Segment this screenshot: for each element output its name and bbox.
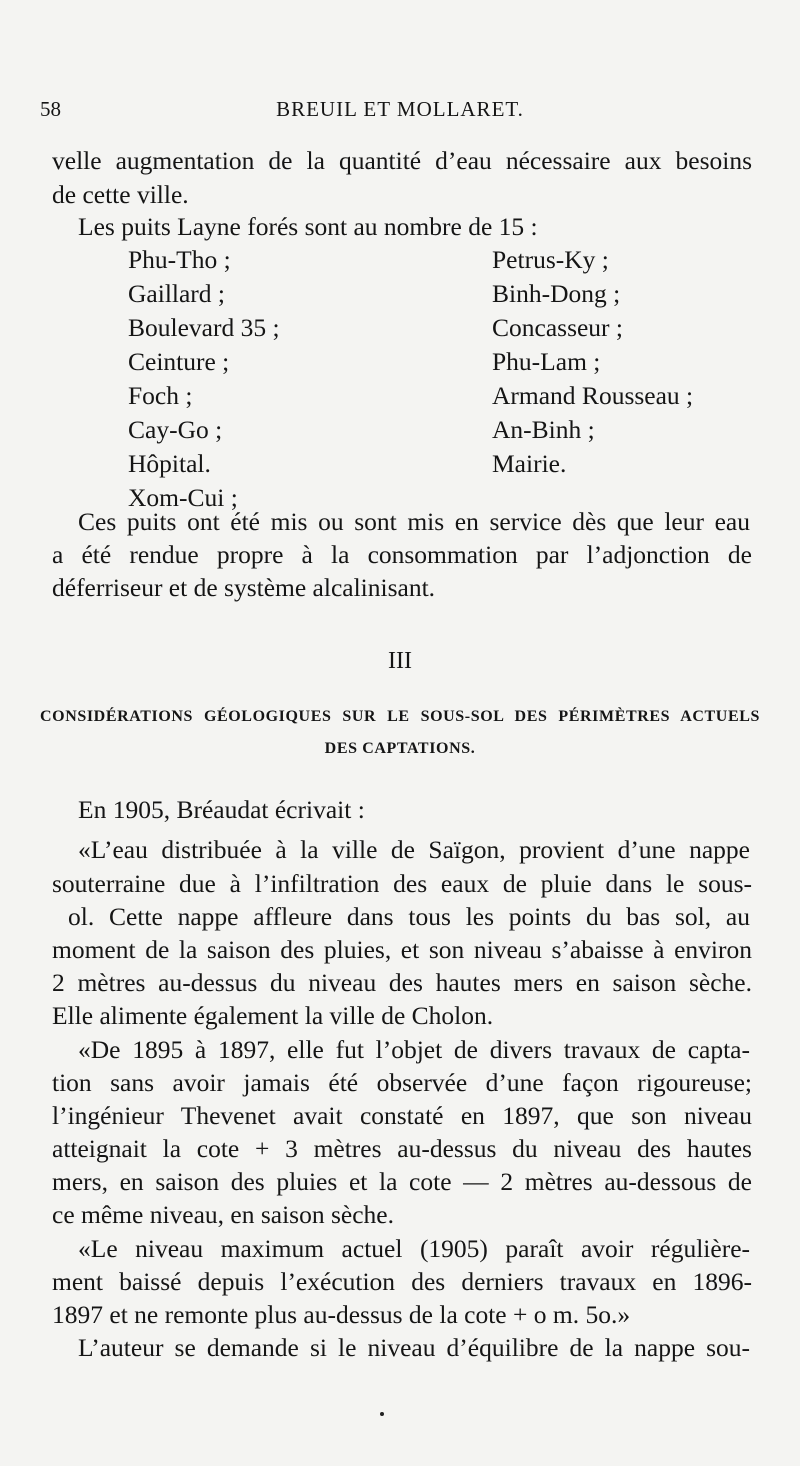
body-line: atteignait la cote + 3 mètres au-dessus du niveau des hautes [52, 1134, 752, 1163]
intro-line: velle augmentation de la quantité d’eau nécessaire aux besoins [52, 146, 752, 175]
body-line: ce même niveau, en saison sèche. [52, 1200, 394, 1229]
body-line: Elle alimente également la ville de Cholon. [52, 1001, 494, 1030]
body-line: 1897 et ne remonte plus au-dessus de la cote + o m. 5o.» [52, 1300, 631, 1329]
running-title: BREUIL ET MOLLARET. [276, 97, 524, 121]
well-name: Phu-Tho ; [128, 245, 231, 274]
well-name: Phu-Lam ; [492, 347, 601, 376]
body-line: «L’eau distribuée à la ville de Saïgon, provient d’une nappe [78, 835, 750, 864]
well-name: Hôpital. [128, 449, 211, 478]
body-line: moment de la saison des pluies, et son niveau s’abaisse à environ [52, 935, 752, 964]
well-name: Boulevard 35 ; [128, 313, 280, 342]
well-name: Gaillard ; [128, 279, 226, 308]
print-speck [380, 1412, 384, 1416]
body-line: mers, en saison des pluies et la cote — 2 mètres au-dessous de [52, 1167, 752, 1196]
well-name: Ceinture ; [128, 347, 230, 376]
well-name: Foch ; [128, 381, 193, 410]
service-line: a été rendue propre à la consommation par l’adjonction de [52, 540, 752, 569]
well-name: Petrus-Ky ; [492, 245, 609, 274]
well-name: Concasseur ; [492, 313, 624, 342]
intro-line: de cette ville. [52, 180, 189, 209]
well-name: An-Binh ; [492, 415, 595, 444]
body-line: 2 mètres au-dessus du niveau des hautes mers en saison sèche. [52, 968, 752, 997]
body-line: «Le niveau maximum actuel (1905) paraît avoir régulière- [78, 1234, 750, 1263]
section-number: III [388, 648, 412, 674]
well-name: Armand Rousseau ; [492, 381, 694, 410]
service-line: Ces puits ont été mis ou sont mis en service dès que leur eau [78, 507, 750, 536]
body-line: souterraine due à l’infiltration des eaux de pluie dans le sous- [52, 869, 752, 898]
body-line: tion sans avoir jamais été observée d’une façon rigoureuse; [52, 1068, 752, 1097]
body-line: En 1905, Bréaudat écrivait : [78, 795, 365, 824]
wells-right-column [492, 243, 693, 481]
page-number: 58 [40, 97, 61, 121]
wells-left-column [128, 243, 280, 515]
running-header [0, 97, 800, 127]
body-line: L’auteur se demande si le niveau d’équilibre de la nappe sou- [78, 1333, 750, 1362]
well-name: Binh-Dong ; [492, 279, 621, 308]
section-title-continued: DES CAPTATIONS. [324, 740, 476, 757]
wells-intro: Les puits Layne forés sont au nombre de 15 : [78, 212, 538, 241]
body-line: ment baissé depuis l’exécution des derniers travaux en 1896- [52, 1267, 752, 1296]
body-line: «De 1895 à 1897, elle fut l’objet de divers travaux de capta- [78, 1035, 750, 1064]
well-name: Cay-Go ; [128, 415, 223, 444]
body-line: l’ingénieur Thevenet avait constaté en 1897, que son niveau [52, 1101, 752, 1130]
well-name: Xom-Cui ; [128, 483, 238, 512]
section-title: CONSIDÉRATIONS GÉOLOGIQUES SUR LE SOUS-SOL DES PÉRIMÈTRES ACTUELS [40, 708, 760, 725]
body-line: ol. Cette nappe affleure dans tous les points du bas sol, au [68, 902, 750, 931]
service-line: déferriseur et de système alcalinisant. [52, 573, 436, 602]
well-name: Mairie. [492, 449, 567, 478]
